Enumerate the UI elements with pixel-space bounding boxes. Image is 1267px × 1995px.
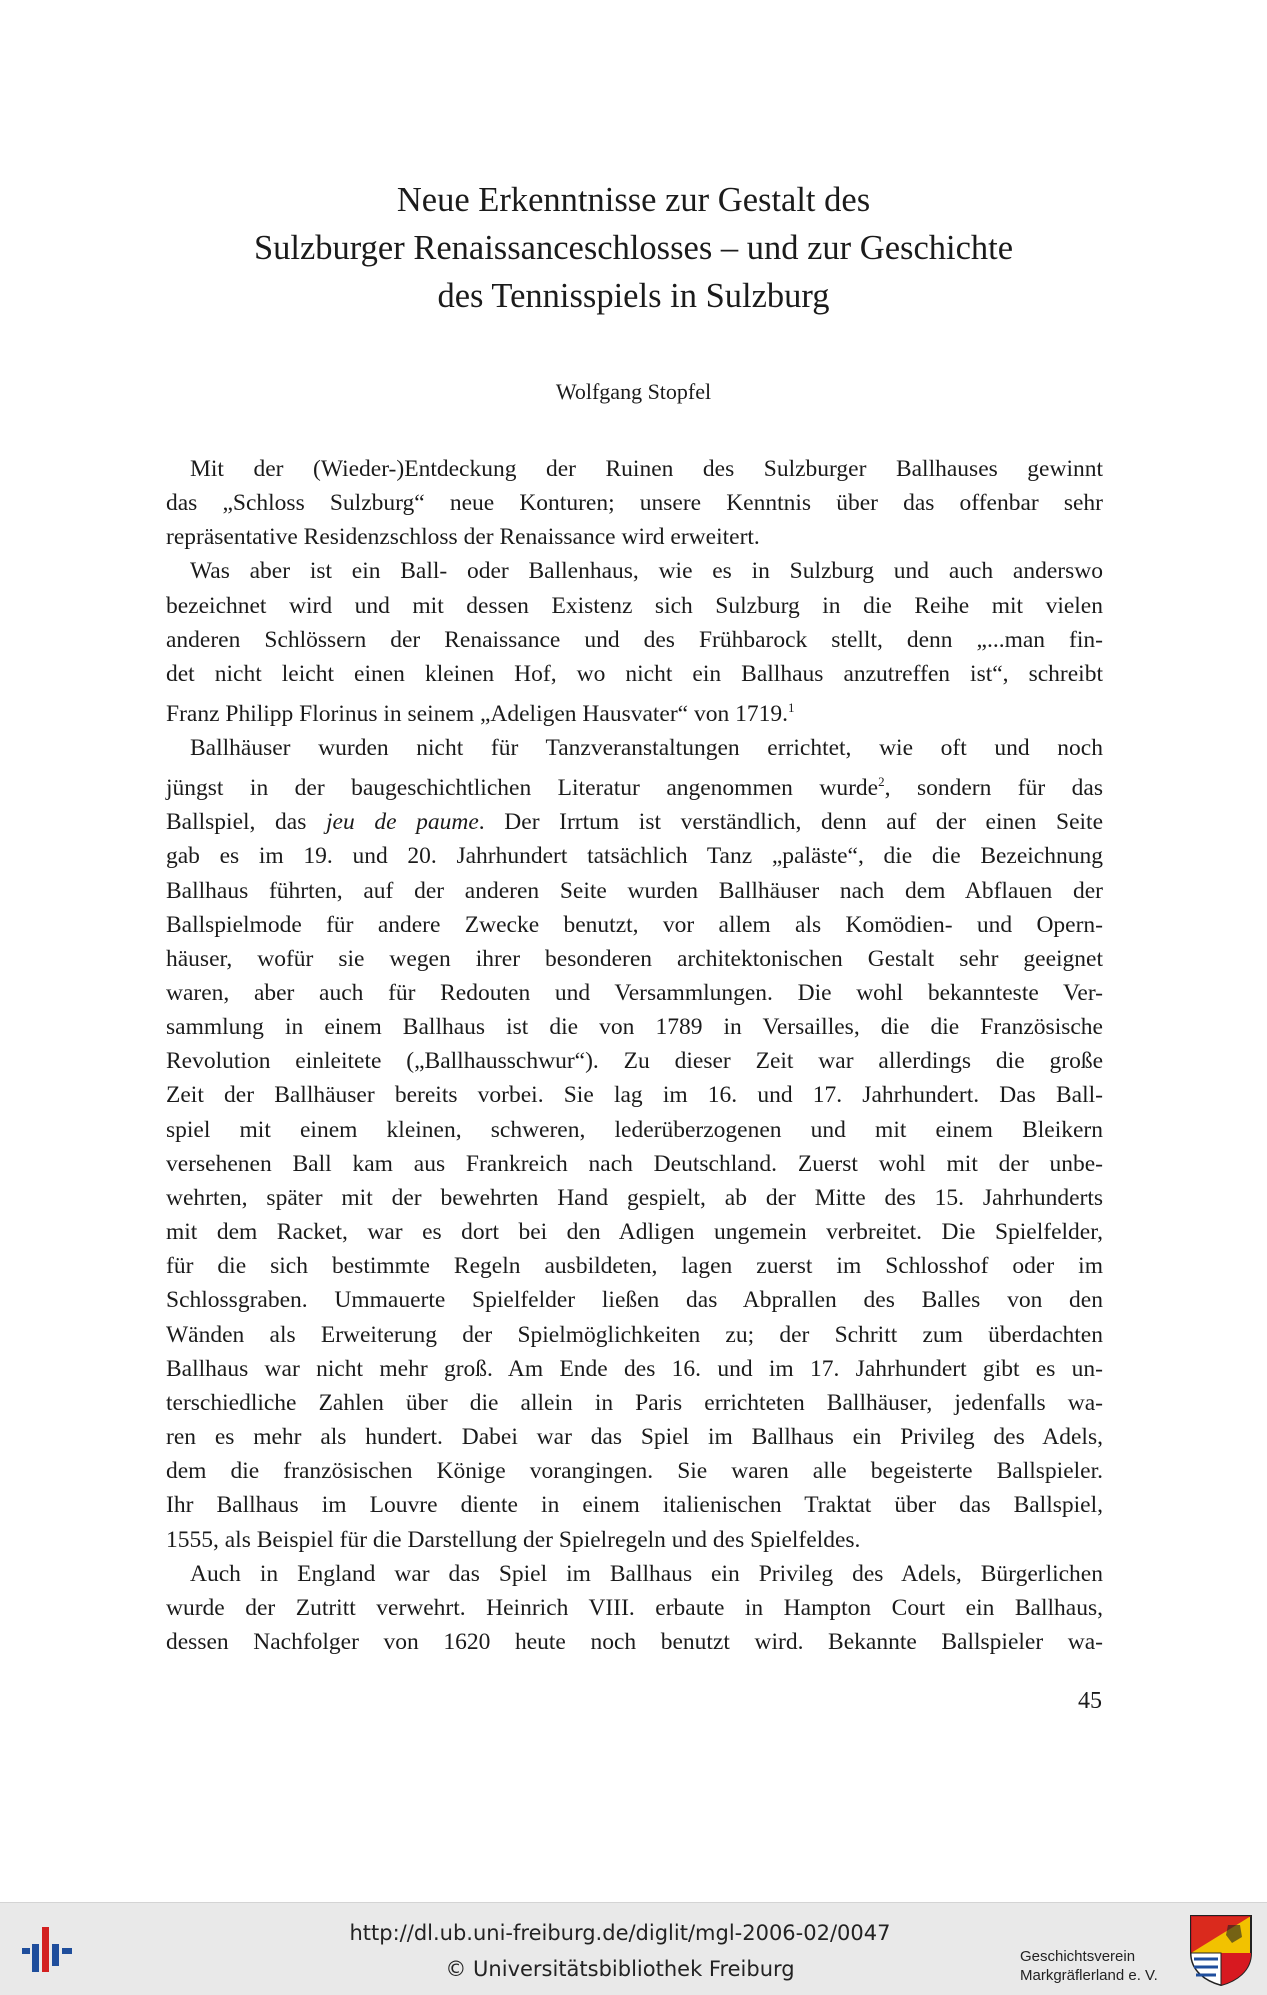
copyright-notice: © Universitätsbibliothek Freiburg — [445, 1957, 795, 1981]
text-line — [166, 765, 1103, 805]
footnote-ref-1[interactable]: 1 — [788, 700, 795, 716]
text-line: bezeichnet wird und mit dessen Existenz sich Sulzburg in die Reihe mit vielen — [166, 592, 1103, 619]
society-name — [1020, 1947, 1190, 1985]
ub-freiburg-logo-icon[interactable] — [12, 1921, 82, 1981]
text-line: dem die französischen Könige vorangingen. Sie waren alle begeisterte Ballspieler. — [166, 1458, 1103, 1485]
text-line: ren es mehr als hundert. Dabei war das Spiel im Ballhaus ein Privileg des Adels, — [166, 1424, 1103, 1451]
text-line: häuser, wofür sie wegen ihrer besonderen architektonischen Gestalt sehr geeignet — [166, 945, 1103, 972]
footer-bar — [0, 1902, 1267, 1995]
text-line: für die sich bestimmte Regeln ausbildeten, lagen zuerst im Schlosshof oder im — [166, 1253, 1103, 1280]
text-line: dessen Nachfolger von 1620 heute noch benutzt wird. Bekannte Ballspieler wa- — [166, 1628, 1103, 1655]
text-line: wehrten, später mit der bewehrten Hand gespielt, ab der Mitte des 15. Jahrhunderts — [166, 1184, 1103, 1211]
text-line: Ballhaus war nicht mehr groß. Am Ende des 16. und im 17. Jahrhundert gibt es un- — [166, 1355, 1103, 1382]
footnote-ref-2[interactable]: 2 — [878, 774, 885, 790]
coat-of-arms-icon[interactable] — [1188, 1913, 1254, 1987]
text-line: versehenen Ball kam aus Frankreich nach Deutschland. Zuerst wohl mit der unbe- — [166, 1150, 1103, 1177]
text-line: Ihr Ballhaus im Louvre diente in einem italienischen Traktat über das Ballspiel, — [166, 1492, 1103, 1519]
text-line: waren, aber auch für Redouten und Versammlungen. Die wohl bekannteste Ver- — [166, 980, 1103, 1006]
text-line: Zeit der Ballhäuser bereits vorbei. Sie lag im 16. und 17. Jahrhundert. Das Ball- — [166, 1082, 1103, 1109]
text-line: Schlossgraben. Ummauerte Spielfelder ließen das Abprallen des Balles von den — [166, 1287, 1103, 1314]
author-name: Wolfgang Stopfel — [555, 379, 712, 404]
text-span: , sondern für das — [884, 775, 1103, 802]
text-line: spiel mit einem kleinen, schweren, lederüberzogenen und mit einem Bleikern — [166, 1116, 1103, 1143]
text-line: Auch in England war das Spiel im Ballhaus ein Privileg des Adels, Bürgerlichen — [190, 1560, 1103, 1587]
italic-term: jeu de paume — [326, 809, 479, 836]
text-line: das „Schloss Sulzburg“ neue Konturen; unsere Kenntnis über das offenbar sehr — [166, 490, 1103, 517]
text-line: repräsentative Residenzschloss der Renaissance wird erweitert. — [166, 524, 760, 551]
text-line: anderen Schlössern der Renaissance und des Frühbarock stellt, denn „...man fin- — [166, 626, 1103, 653]
text-line — [166, 805, 1103, 839]
text-line: Revolution einleitete („Ballhausschwur“). Zu dieser Zeit war allerdings die große — [166, 1048, 1103, 1075]
text-line: terschiedliche Zahlen über die allein in Paris errichteten Ballhäuser, jedenfalls wa- — [166, 1389, 1103, 1416]
text-span: Franz Philipp Florinus in seinem „Adeligen Hausvater“ von 1719. — [166, 700, 788, 727]
text-span: . Der Irrtum ist verständlich, denn auf der einen Seite — [478, 809, 1104, 836]
text-line: gab es im 19. und 20. Jahrhundert tatsächlich Tanz „paläste“, die die Bezeichnung — [166, 843, 1103, 870]
society-name-line-2: Markgräflerland e. V. — [1020, 1967, 1158, 1984]
text-line: sammlung in einem Ballhaus ist die von 1789 in Versailles, die die Französische — [166, 1014, 1103, 1041]
society-name-line-1: Geschichtsverein — [1020, 1948, 1136, 1965]
text-line: det nicht leicht einen kleinen Hof, wo nicht ein Ballhaus anzutreffen ist“, schreibt — [166, 660, 1103, 687]
text-line: wurde der Zutritt verwehrt. Heinrich VIII. erbaute in Hampton Court ein Ballhaus, — [166, 1594, 1103, 1621]
text-line: 1555, als Beispiel für die Darstellung der Spielregeln und des Spielfeldes. — [166, 1526, 861, 1553]
text-line: Ballspielmode für andere Zwecke benutzt, vor allem als Komödien- und Opern- — [166, 911, 1103, 938]
title-line-1: Neue Erkenntnisse zur Gestalt des — [396, 181, 871, 219]
text-line: Was aber ist ein Ball- oder Ballenhaus, wie es in Sulzburg und auch anderswo — [190, 558, 1103, 585]
text-line — [166, 691, 1103, 731]
text-span: jüngst in der baugeschichtlichen Literatur angenommen wurde — [166, 775, 879, 802]
article-body — [166, 452, 1103, 1659]
permalink-url[interactable]: http://dl.ub.uni-freiburg.de/diglit/mgl-2006-02/0047 — [349, 1921, 891, 1945]
title-line-2: Sulzburger Renaissanceschlosses – und zur Geschichte — [253, 229, 1014, 267]
text-line: Ballhaus führten, auf der anderen Seite wurden Ballhäuser nach dem Abflauen der — [166, 877, 1103, 904]
page-number: 45 — [1078, 1688, 1102, 1714]
text-line: Wänden als Erweiterung der Spielmöglichkeiten zu; der Schritt zum überdachten — [166, 1321, 1103, 1348]
text-line: Mit der (Wieder-)Entdeckung der Ruinen des Sulzburger Ballhauses gewinnt — [190, 456, 1103, 482]
text-line: Ballhäuser wurden nicht für Tanzveranstaltungen errichtet, wie oft und noch — [190, 735, 1103, 762]
text-span: Ballspiel, das — [166, 809, 326, 836]
text-line: mit dem Racket, war es dort bei den Adligen ungemein verbreitet. Die Spielfelder, — [166, 1219, 1103, 1246]
title-line-3: des Tennisspiels in Sulzburg — [437, 277, 830, 315]
article-title — [150, 176, 1117, 320]
